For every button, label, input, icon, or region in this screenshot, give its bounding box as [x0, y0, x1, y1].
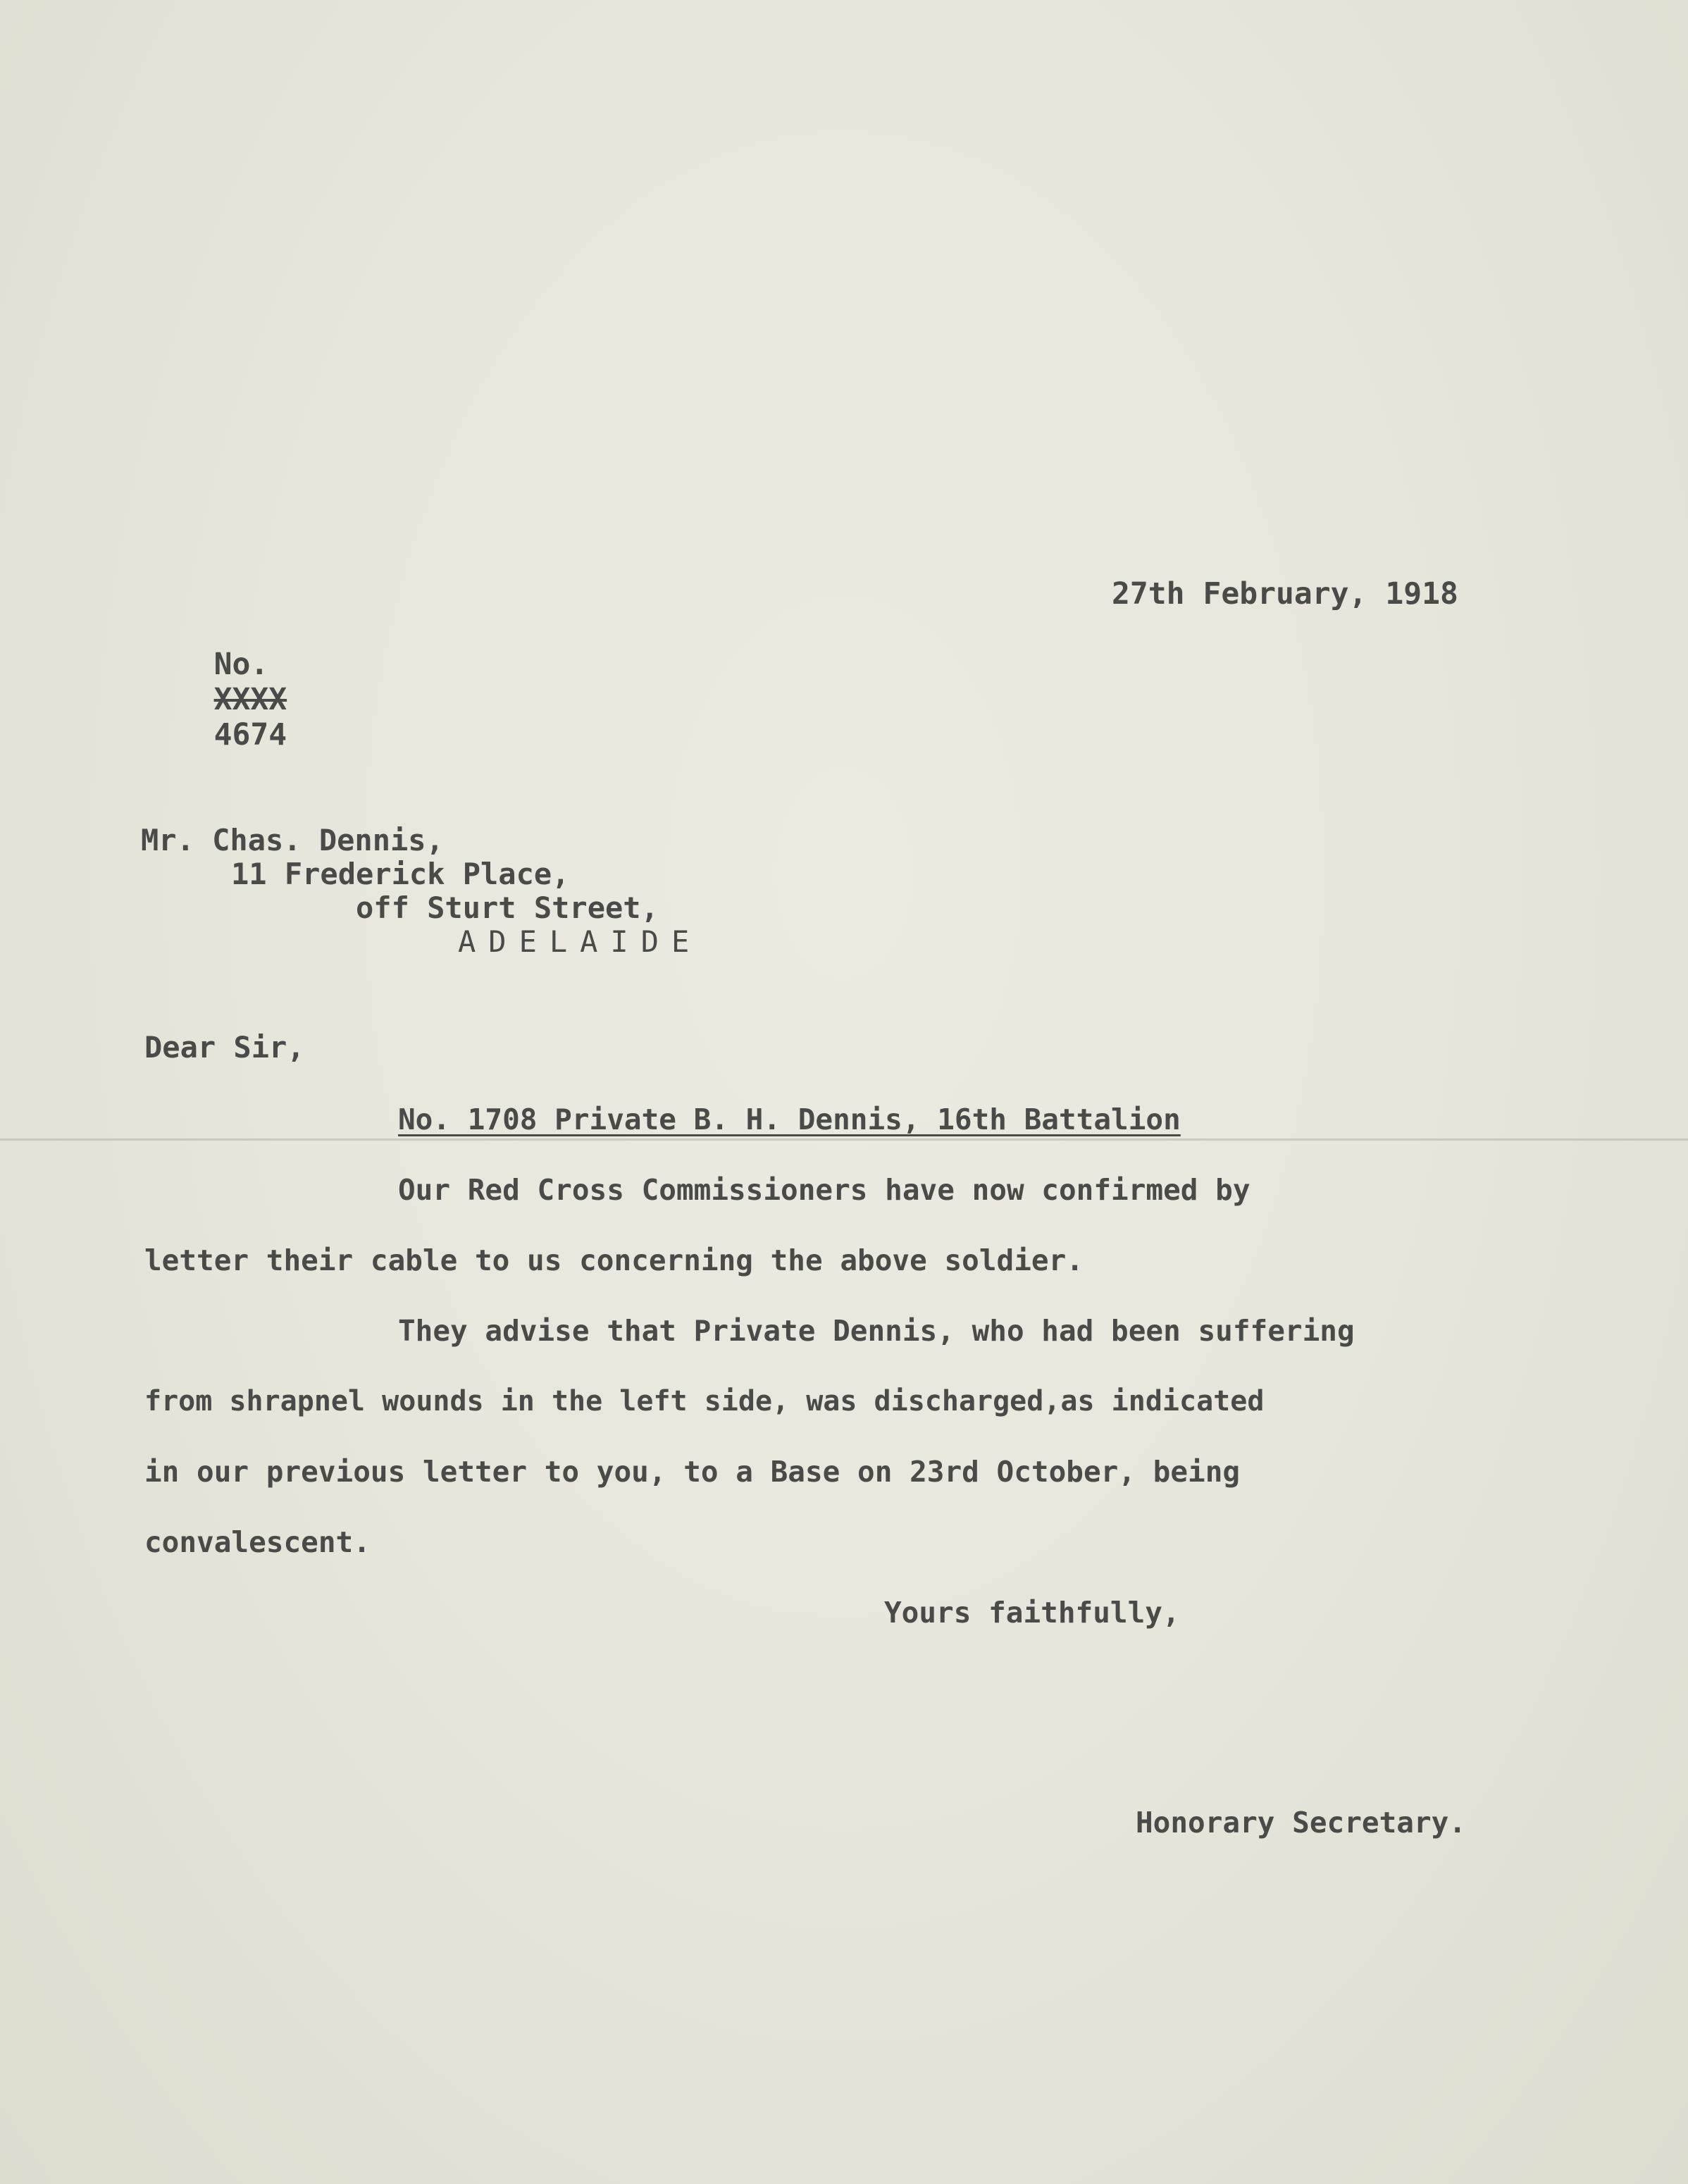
paragraph-2-line-3: in our previous letter to you, to a Base on 23rd October, being: [144, 1455, 1241, 1489]
complimentary-close: Yours faithfully,: [884, 1596, 1180, 1630]
subject-line: No. 1708 Private B. H. Dennis, 16th Battalion: [398, 1103, 1181, 1136]
recipient-name: Mr. Chas. Dennis,: [141, 823, 444, 857]
reference-prefix: No.: [213, 647, 269, 682]
letter-date: 27th February, 1918: [1112, 576, 1458, 612]
paragraph-2-line-2: from shrapnel wounds in the left side, was discharged,as indicated: [144, 1385, 1265, 1417]
signatory-title: Honorary Secretary.: [1136, 1806, 1466, 1839]
reference-value: 4674: [213, 717, 287, 752]
paper-fold-crease: [0, 1138, 1688, 1141]
paragraph-2-line-4: convalescent.: [144, 1525, 371, 1559]
struck-out-reference: XXXX: [213, 682, 287, 717]
reference-number: [141, 612, 287, 788]
paragraph-1-line-2: letter their cable to us concerning the above soldier.: [144, 1243, 1084, 1277]
paragraph-2-line-1: They advise that Private Dennis, who had been suffering: [398, 1314, 1355, 1348]
recipient-city: ADELAIDE: [458, 924, 702, 959]
paragraph-1-line-1: Our Red Cross Commissioners have now confirmed by: [398, 1173, 1251, 1207]
salutation: Dear Sir,: [144, 1030, 305, 1065]
recipient-address-line-2: off Sturt Street,: [356, 891, 659, 925]
recipient-address-line-1: 11 Frederick Place,: [231, 857, 570, 891]
